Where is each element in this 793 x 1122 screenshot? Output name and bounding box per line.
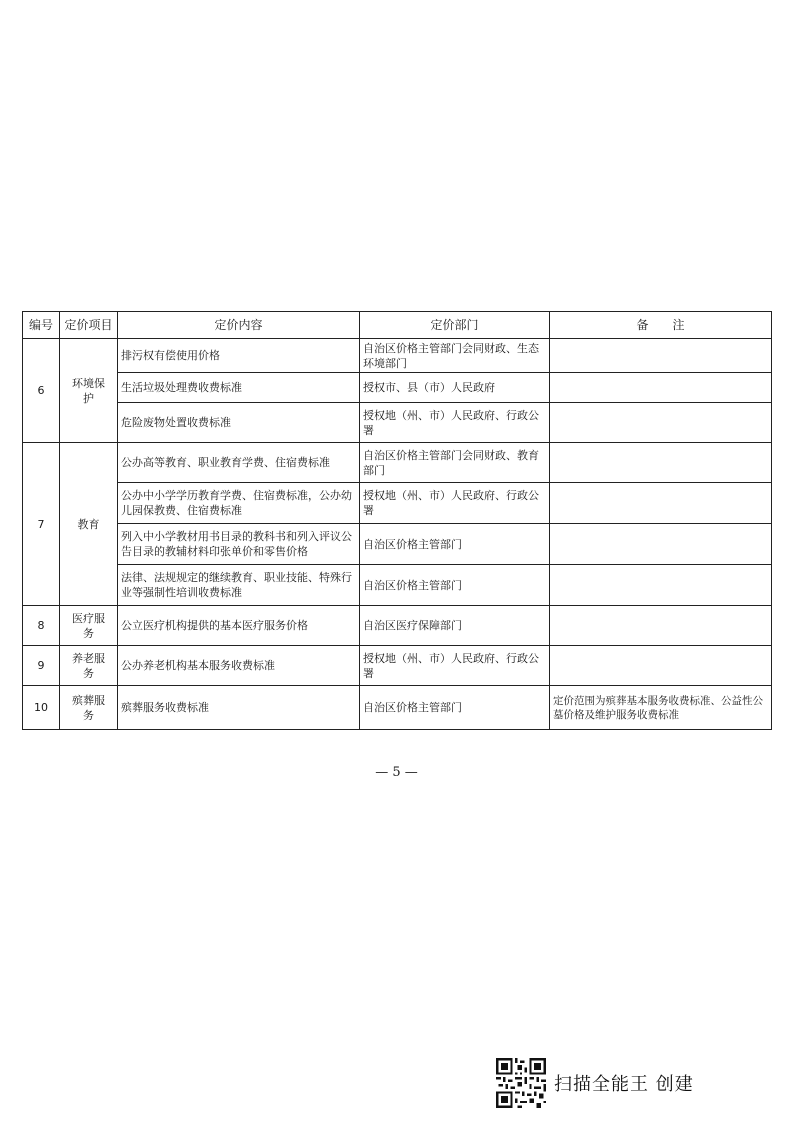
row-number: 8 xyxy=(23,606,60,646)
row-content: 生活垃圾处理费收费标准 xyxy=(118,373,360,403)
row-remark xyxy=(550,646,772,686)
header-department: 定价部门 xyxy=(360,312,550,339)
row-item xyxy=(60,443,118,606)
row-remark xyxy=(550,373,772,403)
row-number: 10 xyxy=(23,686,60,730)
row-department: 授权市、县（市）人民政府 xyxy=(360,373,550,403)
row-remark xyxy=(550,443,772,483)
row-item-label: 医疗服务 xyxy=(72,611,105,640)
row-number: 9 xyxy=(23,646,60,686)
page-number: — 5 — xyxy=(375,765,418,780)
row-content: 列入中小学教材用书目录的教科书和列入评议公告目录的教辅材料印张单价和零售价格 xyxy=(118,524,360,565)
table-row xyxy=(23,373,772,403)
row-remark xyxy=(550,403,772,443)
table-row xyxy=(23,646,772,686)
row-remark xyxy=(550,606,772,646)
row-department: 自治区医疗保障部门 xyxy=(360,606,550,646)
row-department: 自治区价格主管部门 xyxy=(360,686,550,730)
row-item-label: 教育 xyxy=(77,517,100,531)
table-header-row xyxy=(23,312,772,339)
row-content: 危险废物处置收费标准 xyxy=(118,403,360,443)
table-row xyxy=(23,524,772,565)
row-department: 自治区价格主管部门 xyxy=(360,565,550,606)
row-item-label: 养老服务 xyxy=(72,651,105,680)
row-department: 授权地（州、市）人民政府、行政公署 xyxy=(360,646,550,686)
scanner-label: 扫描全能王 创建 xyxy=(554,1074,694,1095)
table-row xyxy=(23,686,772,730)
header-content: 定价内容 xyxy=(118,312,360,339)
row-department: 自治区价格主管部门 xyxy=(360,524,550,565)
scanner-watermark xyxy=(496,1058,694,1108)
row-content: 公立医疗机构提供的基本医疗服务价格 xyxy=(118,606,360,646)
row-content: 殡葬服务收费标准 xyxy=(118,686,360,730)
row-item xyxy=(60,606,118,646)
row-item xyxy=(60,646,118,686)
header-number: 编号 xyxy=(23,312,60,339)
row-department: 授权地（州、市）人民政府、行政公署 xyxy=(360,403,550,443)
header-remark: 备 注 xyxy=(550,312,772,339)
row-department: 授权地（州、市）人民政府、行政公署 xyxy=(360,483,550,524)
table-row xyxy=(23,565,772,606)
qr-code-icon xyxy=(496,1058,546,1108)
row-item xyxy=(60,686,118,730)
row-number: 6 xyxy=(23,339,60,443)
row-department: 自治区价格主管部门会同财政、生态环境部门 xyxy=(360,339,550,373)
row-item-label: 殡葬服务 xyxy=(72,693,105,722)
table-row xyxy=(23,606,772,646)
row-content: 排污权有偿使用价格 xyxy=(118,339,360,373)
row-number: 7 xyxy=(23,443,60,606)
row-item-label: 环境保护 xyxy=(72,376,105,405)
table-row xyxy=(23,339,772,373)
row-content: 法律、法规规定的继续教育、职业技能、特殊行业等强制性培训收费标准 xyxy=(118,565,360,606)
table-row xyxy=(23,403,772,443)
row-remark xyxy=(550,524,772,565)
header-item: 定价项目 xyxy=(60,312,118,339)
row-remark xyxy=(550,483,772,524)
row-remark xyxy=(550,339,772,373)
table-row xyxy=(23,483,772,524)
row-content: 公办高等教育、职业教育学费、住宿费标准 xyxy=(118,443,360,483)
row-content: 公办养老机构基本服务收费标准 xyxy=(118,646,360,686)
row-content: 公办中小学学历教育学费、住宿费标准，公办幼儿园保教费、住宿费标准 xyxy=(118,483,360,524)
row-department: 自治区价格主管部门会同财政、教育部门 xyxy=(360,443,550,483)
row-remark: 定价范围为殡葬基本服务收费标准、公益性公墓价格及维护服务收费标准 xyxy=(550,686,772,730)
pricing-table xyxy=(22,311,772,730)
row-item xyxy=(60,339,118,443)
table-row xyxy=(23,443,772,483)
row-remark xyxy=(550,565,772,606)
